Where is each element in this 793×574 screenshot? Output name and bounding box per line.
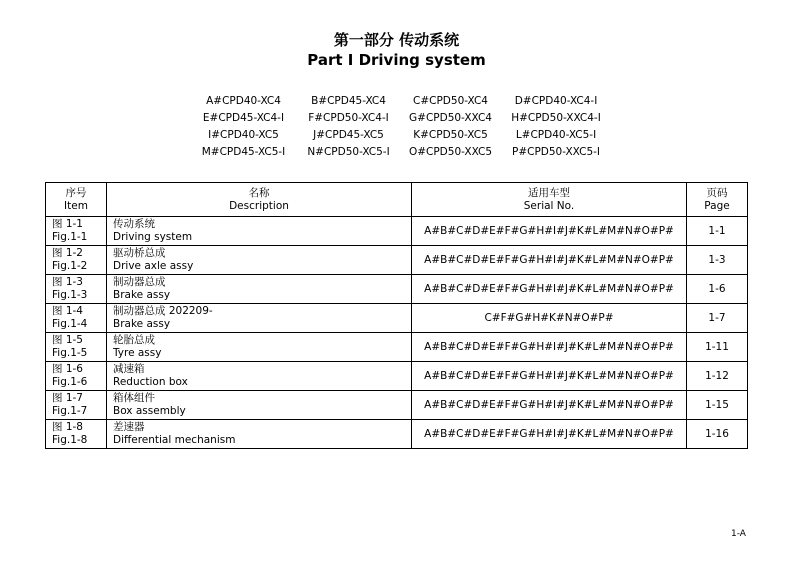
page-cell: 1-6: [687, 275, 748, 304]
description-cell: 差速器 Differential mechanism: [107, 420, 412, 449]
fig-cell: 图 1-2 Fig.1-2: [46, 246, 107, 275]
model-code: I#CPD40-XC5: [208, 129, 279, 141]
model-code: L#CPD40-XC5-I: [515, 129, 597, 141]
fig-cell: 图 1-1 Fig.1-1: [46, 217, 107, 246]
page-cell: 1-11: [687, 333, 748, 362]
page-number: 1-A: [731, 529, 746, 539]
description-cell: 制动器总成 Brake assy: [107, 275, 412, 304]
model-code: P#CPD50-XXC5-I: [511, 146, 601, 158]
table-row: [46, 420, 748, 449]
model-code: A#CPD40-XC4: [206, 95, 281, 107]
header-serial: 适用车型 Serial No.: [412, 183, 687, 217]
description-cell: 轮胎总成 Tyre assy: [107, 333, 412, 362]
description-cell: 驱动桥总成 Drive axle assy: [107, 246, 412, 275]
serial-cell: A#B#C#D#E#F#G#H#I#J#K#L#M#N#O#P#: [412, 246, 687, 275]
description-cell: 减速箱 Reduction box: [107, 362, 412, 391]
model-list: [190, 94, 620, 160]
page-cell: 1-16: [687, 420, 748, 449]
serial-cell: C#F#G#H#K#N#O#P#: [412, 304, 687, 333]
description-cell: 箱体组件 Box assembly: [107, 391, 412, 420]
fig-cell: 图 1-4 Fig.1-4: [46, 304, 107, 333]
model-code: E#CPD45-XC4-I: [202, 112, 285, 124]
table-row: [46, 333, 748, 362]
fig-cell: 图 1-3 Fig.1-3: [46, 275, 107, 304]
model-code: H#CPD50-XXC4-I: [511, 112, 601, 124]
page-title-en: Part I Driving system: [307, 51, 486, 69]
page-cell: 1-7: [687, 304, 748, 333]
description-cell: 传动系统 Driving system: [107, 217, 412, 246]
model-code: C#CPD50-XC4: [413, 95, 488, 107]
fig-cell: 图 1-7 Fig.1-7: [46, 391, 107, 420]
fig-cell: 图 1-5 Fig.1-5: [46, 333, 107, 362]
serial-cell: A#B#C#D#E#F#G#H#I#J#K#L#M#N#O#P#: [412, 391, 687, 420]
contents-table: [45, 182, 748, 449]
header-page: 页码 Page: [687, 183, 748, 217]
model-code: F#CPD50-XC4-I: [308, 112, 389, 124]
model-code: M#CPD45-XC5-I: [201, 146, 286, 158]
serial-cell: A#B#C#D#E#F#G#H#I#J#K#L#M#N#O#P#: [412, 362, 687, 391]
model-code: J#CPD45-XC5: [313, 129, 384, 141]
page-cell: 1-12: [687, 362, 748, 391]
table-row: [46, 217, 748, 246]
table-row: [46, 246, 748, 275]
header-item: 序号 Item: [46, 183, 107, 217]
model-code: N#CPD50-XC5-I: [307, 146, 390, 158]
model-code: G#CPD50-XXC4: [409, 112, 492, 124]
description-cell: 制动器总成 202209- Brake assy: [107, 304, 412, 333]
serial-cell: A#B#C#D#E#F#G#H#I#J#K#L#M#N#O#P#: [412, 420, 687, 449]
model-code: D#CPD40-XC4-I: [514, 95, 598, 107]
table-row: [46, 304, 748, 333]
page-title-cn: 第一部分 传动系统: [333, 31, 460, 49]
page-cell: 1-1: [687, 217, 748, 246]
model-code: O#CPD50-XXC5: [408, 146, 493, 158]
page-cell: 1-3: [687, 246, 748, 275]
table-header-row: [46, 183, 748, 217]
fig-cell: 图 1-8 Fig.1-8: [46, 420, 107, 449]
header-description: 名称 Description: [107, 183, 412, 217]
serial-cell: A#B#C#D#E#F#G#H#I#J#K#L#M#N#O#P#: [412, 275, 687, 304]
table-row: [46, 391, 748, 420]
table-row: [46, 362, 748, 391]
page-cell: 1-15: [687, 391, 748, 420]
fig-cell: 图 1-6 Fig.1-6: [46, 362, 107, 391]
table-row: [46, 275, 748, 304]
serial-cell: A#B#C#D#E#F#G#H#I#J#K#L#M#N#O#P#: [412, 333, 687, 362]
serial-cell: A#B#C#D#E#F#G#H#I#J#K#L#M#N#O#P#: [412, 217, 687, 246]
model-code: B#CPD45-XC4: [311, 95, 386, 107]
model-code: K#CPD50-XC5: [413, 129, 488, 141]
